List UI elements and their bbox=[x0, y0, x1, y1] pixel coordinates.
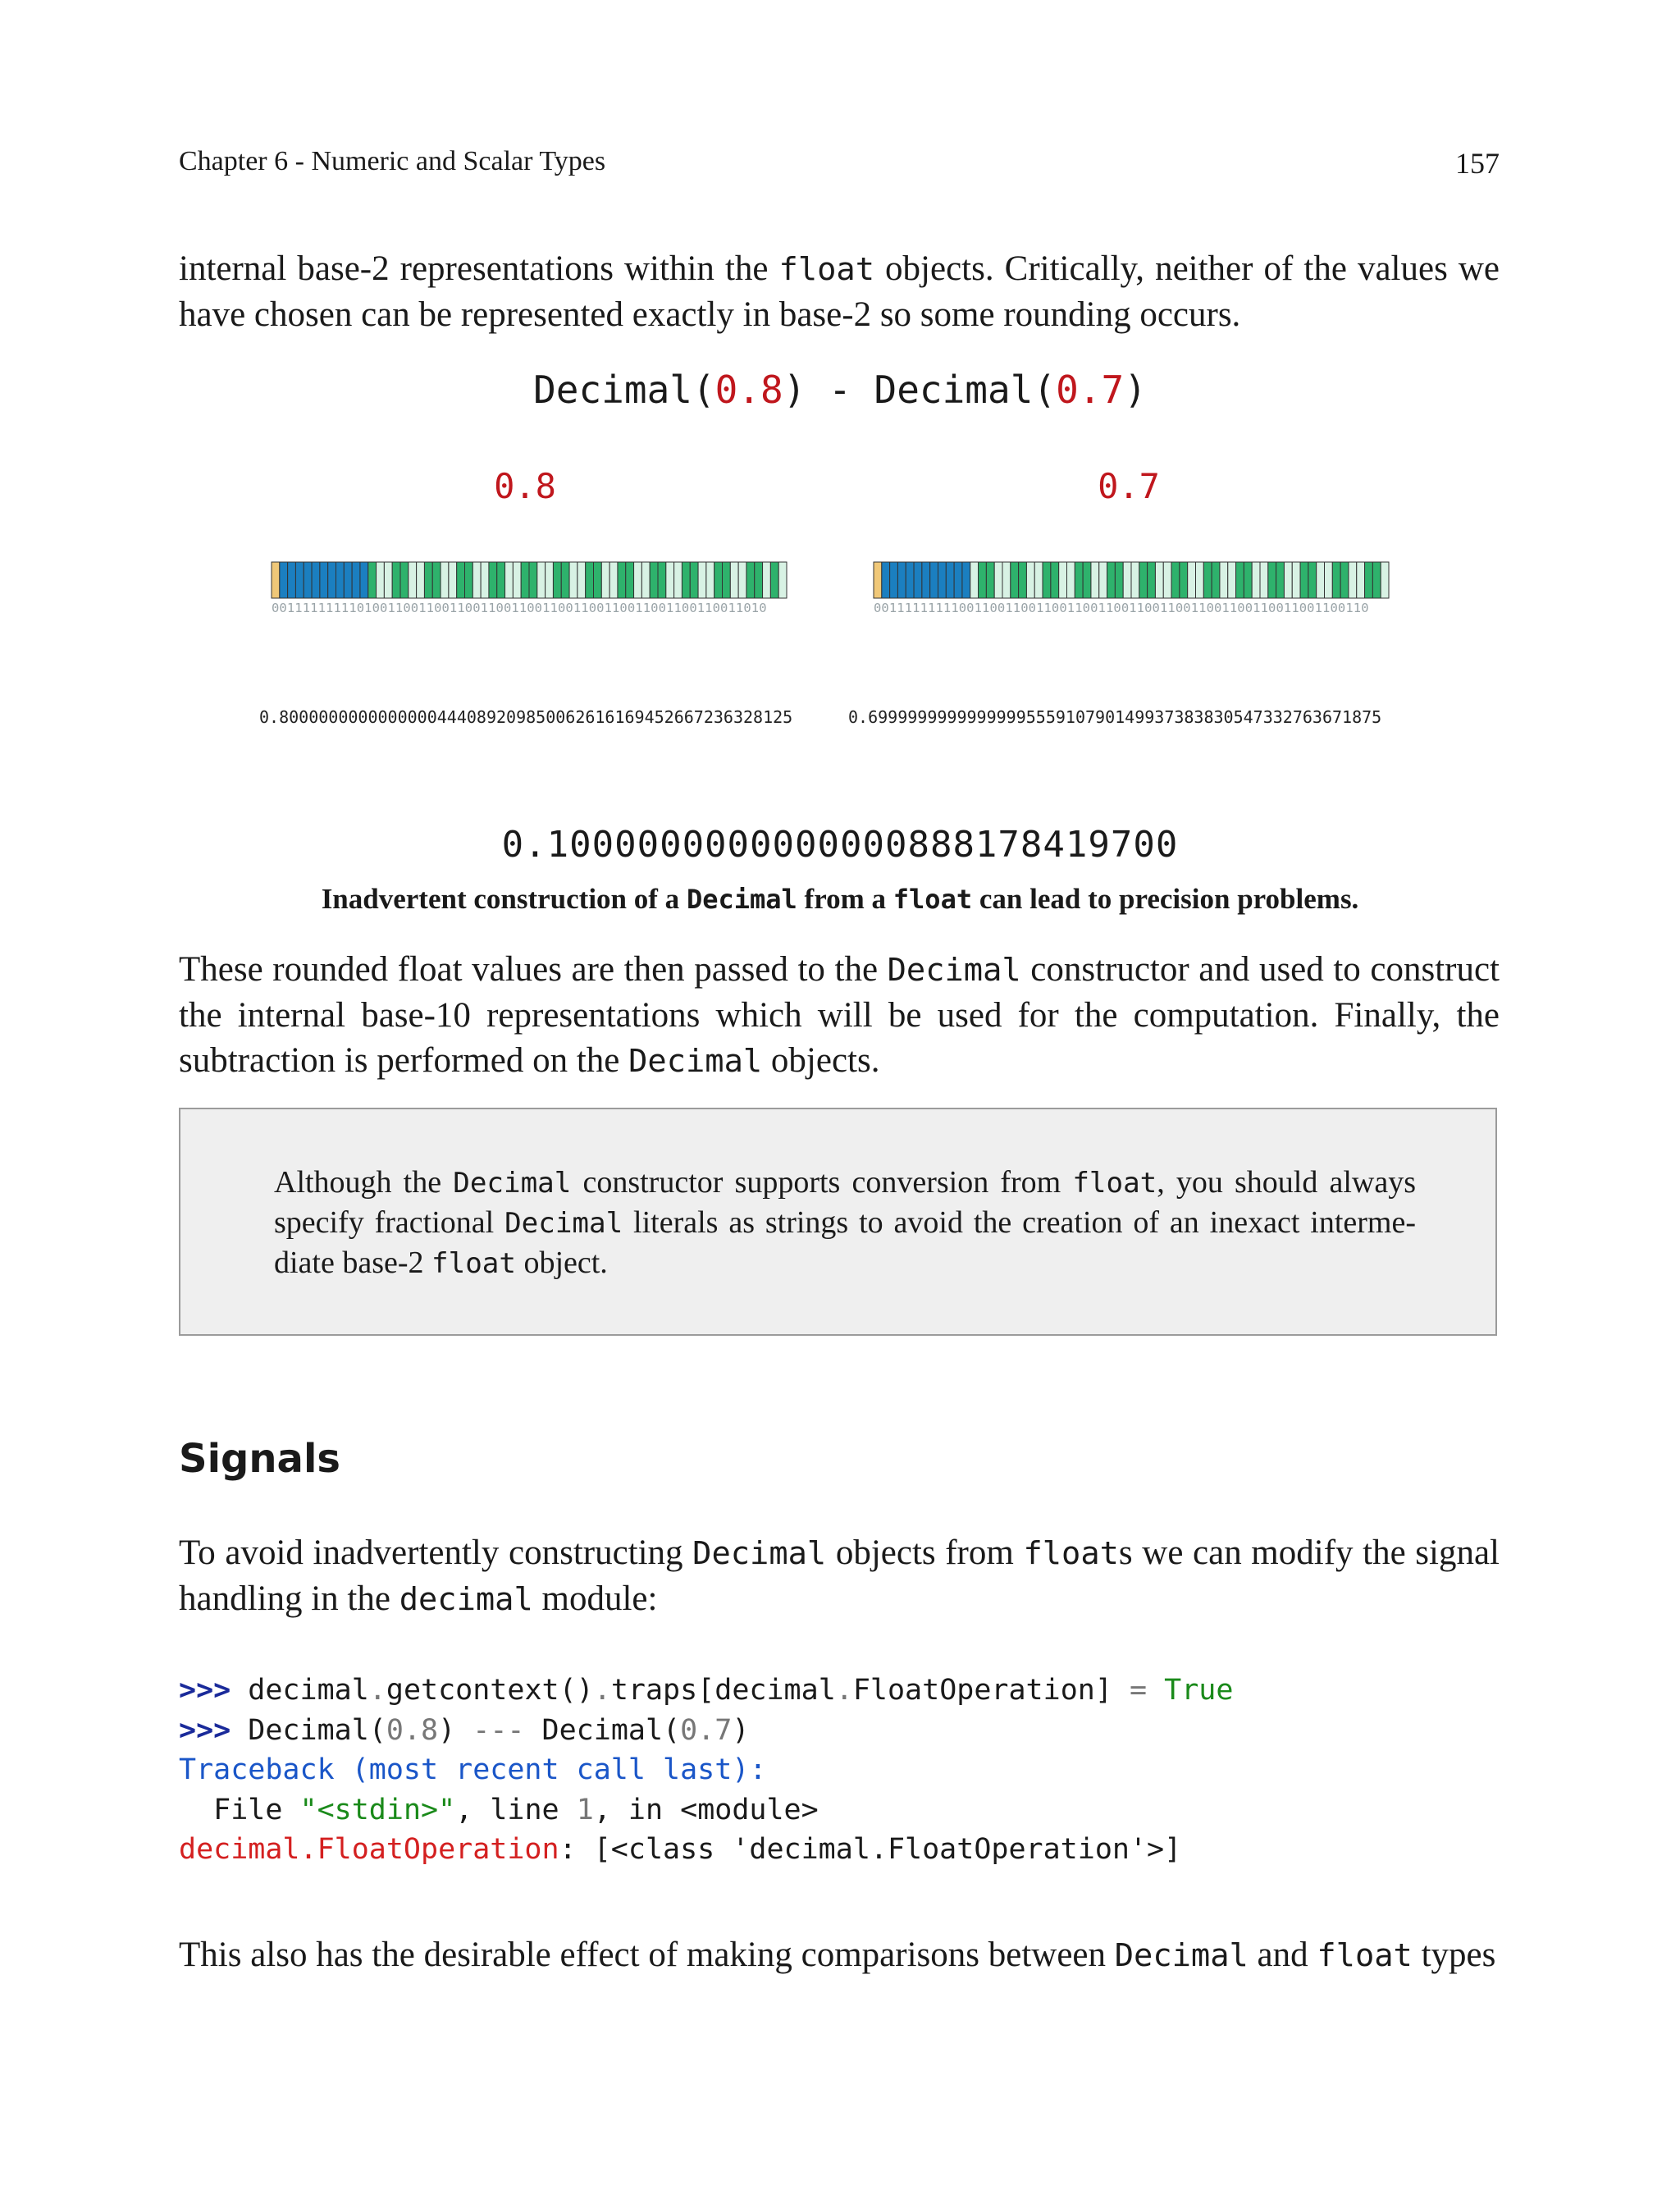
left-value-label: 0.8 bbox=[494, 466, 556, 506]
right-bit-17-mantissa bbox=[1011, 562, 1019, 598]
running-head bbox=[179, 146, 1500, 187]
right-bit-34-mantissa bbox=[1148, 562, 1156, 598]
right-bit-0-sign bbox=[874, 562, 882, 598]
right-bit-51-mantissa bbox=[1284, 562, 1292, 598]
paragraph-rounded: These rounded float values are then passed to the Decimal constructor and used to construct the internal base-10 representations which will be used for the computation. Finally, the subtraction is performed on the Decimal objects. bbox=[179, 950, 1500, 1080]
right-bit-19-mantissa bbox=[1026, 562, 1034, 598]
left-exact-value: 0.8000000000000000444089209850062616169452667236328125 bbox=[259, 707, 793, 727]
right-bit-11-exponent bbox=[962, 562, 970, 598]
left-bit-58-mantissa bbox=[738, 562, 746, 598]
right-bit-60-mantissa bbox=[1357, 562, 1365, 598]
left-bit-44-mantissa bbox=[626, 562, 634, 598]
left-bit-5-exponent bbox=[312, 562, 320, 598]
right-bit-7-exponent bbox=[930, 562, 938, 598]
left-bit-60-mantissa bbox=[755, 562, 763, 598]
right-bit-40-mantissa bbox=[1196, 562, 1204, 598]
right-bit-23-mantissa bbox=[1059, 562, 1067, 598]
result-value: 0.1000000000000000888178419700 bbox=[501, 824, 1179, 866]
left-bit-9-exponent bbox=[344, 562, 352, 598]
left-bit-57-mantissa bbox=[730, 562, 738, 598]
right-bit-15-mantissa bbox=[994, 562, 1002, 598]
left-bit-56-mantissa bbox=[723, 562, 731, 598]
code-line: >>> Decimal(0.8) --- Decimal(0.7) bbox=[179, 1713, 750, 1747]
right-bit-22-mantissa bbox=[1051, 562, 1059, 598]
right-bit-37-mantissa bbox=[1171, 562, 1180, 598]
tip-box bbox=[179, 1108, 1497, 1336]
paragraph-signals: To avoid inadvertently constructing Decimal objects from floats we can modify the signal handling in the decimal module: bbox=[179, 1534, 1500, 1618]
code-line: >>> decimal.getcontext().traps[decimal.FloatOperation] = True bbox=[179, 1674, 1234, 1707]
code-block bbox=[179, 1671, 1233, 1870]
left-bit-46-mantissa bbox=[641, 562, 650, 598]
left-bit-24-mantissa bbox=[465, 562, 473, 598]
right-bit-57-mantissa bbox=[1332, 562, 1340, 598]
left-bit-25-mantissa bbox=[472, 562, 481, 598]
left-bit-2-exponent bbox=[288, 562, 296, 598]
right-bit-12-mantissa bbox=[970, 562, 979, 598]
right-bit-56-mantissa bbox=[1325, 562, 1333, 598]
left-bit-19-mantissa bbox=[424, 562, 432, 598]
right-bit-49-mantissa bbox=[1268, 562, 1276, 598]
left-bit-12-mantissa bbox=[368, 562, 377, 598]
left-bit-40-mantissa bbox=[594, 562, 602, 598]
left-bit-36-mantissa bbox=[561, 562, 569, 598]
right-bit-45-mantissa bbox=[1236, 562, 1244, 598]
right-bit-18-mantissa bbox=[1019, 562, 1027, 598]
right-bit-52-mantissa bbox=[1292, 562, 1300, 598]
left-bit-21-mantissa bbox=[441, 562, 449, 598]
left-bit-15-mantissa bbox=[392, 562, 400, 598]
left-bit-37-mantissa bbox=[569, 562, 578, 598]
right-bit-26-mantissa bbox=[1083, 562, 1091, 598]
right-bit-32-mantissa bbox=[1131, 562, 1139, 598]
tip-text: Although the Decimal constructor supports conversion from float, you should always specify fractional Decimal literals as strings to avoid the creation of an inexact interme- diate base-2 float object. bbox=[274, 1165, 1417, 1280]
left-bit-14-mantissa bbox=[384, 562, 392, 598]
right-bit-24-mantissa bbox=[1067, 562, 1075, 598]
left-bit-29-mantissa bbox=[505, 562, 514, 598]
chapter-title: Chapter 6 - Numeric and Scalar Types bbox=[179, 146, 606, 176]
right-exact-value: 0.6999999999999999555910790149937383830547332763671875 bbox=[848, 707, 1382, 727]
figure-caption: Inadvertent construction of a Decimal from a float can lead to precision problems. bbox=[321, 883, 1359, 915]
right-bit-36-mantissa bbox=[1163, 562, 1171, 598]
paragraph-intro: internal base-2 representations within the float objects. Critically, neither of the values we have chosen can be represented exactly in base-2 so some rounding occurs. bbox=[179, 249, 1500, 334]
figure-expression: Decimal(0.8) - Decimal(0.7) bbox=[533, 368, 1147, 412]
right-bit-39-mantissa bbox=[1188, 562, 1196, 598]
right-bit-2-exponent bbox=[890, 562, 898, 598]
left-bit-10-exponent bbox=[352, 562, 360, 598]
left-bit-strip bbox=[271, 561, 788, 599]
right-bit-41-mantissa bbox=[1203, 562, 1212, 598]
left-bit-34-mantissa bbox=[546, 562, 554, 598]
paragraph-comparisons: This also has the desirable effect of making comparisons between Decimal and float types bbox=[179, 1936, 1496, 1974]
right-bit-58-mantissa bbox=[1340, 562, 1349, 598]
left-bit-55-mantissa bbox=[714, 562, 723, 598]
right-bit-47-mantissa bbox=[1252, 562, 1260, 598]
left-bit-63-mantissa bbox=[778, 562, 787, 598]
right-bit-16-mantissa bbox=[1002, 562, 1011, 598]
left-bit-53-mantissa bbox=[698, 562, 706, 598]
left-bit-22-mantissa bbox=[449, 562, 457, 598]
code-line: File "<stdin>", line 1, in <module> bbox=[179, 1793, 819, 1826]
right-bit-27-mantissa bbox=[1091, 562, 1099, 598]
left-bit-59-mantissa bbox=[746, 562, 755, 598]
right-bit-strip bbox=[873, 561, 1390, 599]
right-bit-14-mantissa bbox=[986, 562, 994, 598]
right-bit-25-mantissa bbox=[1075, 562, 1083, 598]
right-bit-9-exponent bbox=[946, 562, 954, 598]
section-heading: Signals bbox=[179, 1436, 340, 1482]
right-bit-4-exponent bbox=[906, 562, 914, 598]
left-bit-38-mantissa bbox=[578, 562, 586, 598]
left-bit-27-mantissa bbox=[489, 562, 497, 598]
left-bit-18-mantissa bbox=[417, 562, 425, 598]
right-bit-59-mantissa bbox=[1349, 562, 1357, 598]
right-bit-43-mantissa bbox=[1220, 562, 1228, 598]
right-bit-3-exponent bbox=[897, 562, 906, 598]
left-bit-54-mantissa bbox=[706, 562, 714, 598]
right-bit-53-mantissa bbox=[1300, 562, 1308, 598]
left-bit-62-mantissa bbox=[770, 562, 778, 598]
right-bit-62-mantissa bbox=[1372, 562, 1381, 598]
left-bit-13-mantissa bbox=[377, 562, 385, 598]
right-bit-8-exponent bbox=[938, 562, 947, 598]
left-bit-30-mantissa bbox=[513, 562, 521, 598]
right-bit-6-exponent bbox=[922, 562, 930, 598]
left-bit-49-mantissa bbox=[666, 562, 674, 598]
left-bit-4-exponent bbox=[304, 562, 312, 598]
right-bit-13-mantissa bbox=[979, 562, 987, 598]
left-bit-50-mantissa bbox=[674, 562, 682, 598]
code-line: Traceback (most recent call last): bbox=[179, 1753, 767, 1786]
left-bit-31-mantissa bbox=[521, 562, 529, 598]
left-bit-26-mantissa bbox=[481, 562, 489, 598]
left-bit-28-mantissa bbox=[497, 562, 505, 598]
left-bit-41-mantissa bbox=[601, 562, 609, 598]
left-bit-23-mantissa bbox=[457, 562, 465, 598]
right-bit-30-mantissa bbox=[1115, 562, 1123, 598]
right-bit-54-mantissa bbox=[1308, 562, 1317, 598]
left-bit-47-mantissa bbox=[650, 562, 658, 598]
inline-code: float bbox=[778, 251, 874, 288]
right-bit-46-mantissa bbox=[1244, 562, 1252, 598]
right-bit-31-mantissa bbox=[1123, 562, 1131, 598]
left-bit-6-exponent bbox=[320, 562, 328, 598]
right-bit-28-mantissa bbox=[1099, 562, 1107, 598]
left-bit-35-mantissa bbox=[553, 562, 561, 598]
left-bit-52-mantissa bbox=[690, 562, 698, 598]
right-bit-29-mantissa bbox=[1107, 562, 1116, 598]
right-bit-35-mantissa bbox=[1155, 562, 1163, 598]
right-bit-55-mantissa bbox=[1317, 562, 1325, 598]
right-bit-63-mantissa bbox=[1381, 562, 1389, 598]
right-bit-1-exponent bbox=[882, 562, 890, 598]
left-bit-45-mantissa bbox=[634, 562, 642, 598]
right-bit-61-mantissa bbox=[1365, 562, 1373, 598]
left-bit-42-mantissa bbox=[609, 562, 618, 598]
left-bit-1-exponent bbox=[280, 562, 288, 598]
right-bit-44-mantissa bbox=[1228, 562, 1236, 598]
left-bit-11-exponent bbox=[360, 562, 368, 598]
right-bit-5-exponent bbox=[914, 562, 922, 598]
right-bit-50-mantissa bbox=[1276, 562, 1285, 598]
right-bit-48-mantissa bbox=[1260, 562, 1268, 598]
right-bit-42-mantissa bbox=[1212, 562, 1220, 598]
right-bit-string: 0011111111100110011001100110011001100110011001100110011001100110 bbox=[874, 601, 1369, 615]
left-bit-string: 0011111111101001100110011001100110011001100110011001100110011010 bbox=[272, 601, 767, 615]
left-bit-16-mantissa bbox=[400, 562, 409, 598]
left-bit-61-mantissa bbox=[763, 562, 771, 598]
left-bit-48-mantissa bbox=[658, 562, 666, 598]
code-line: decimal.FloatOperation: [<class 'decimal.FloatOperation'>] bbox=[179, 1833, 1182, 1866]
left-bit-8-exponent bbox=[336, 562, 345, 598]
left-bit-43-mantissa bbox=[618, 562, 626, 598]
right-bit-38-mantissa bbox=[1180, 562, 1188, 598]
left-bit-0-sign bbox=[272, 562, 280, 598]
left-bit-33-mantissa bbox=[537, 562, 546, 598]
left-bit-7-exponent bbox=[328, 562, 336, 598]
left-bit-39-mantissa bbox=[586, 562, 594, 598]
right-bit-10-exponent bbox=[954, 562, 962, 598]
page-number: 157 bbox=[1455, 147, 1500, 180]
left-bit-17-mantissa bbox=[409, 562, 417, 598]
right-bit-20-mantissa bbox=[1034, 562, 1043, 598]
left-bit-20-mantissa bbox=[432, 562, 441, 598]
right-bit-21-mantissa bbox=[1043, 562, 1051, 598]
left-bit-3-exponent bbox=[295, 562, 304, 598]
left-bit-32-mantissa bbox=[529, 562, 537, 598]
left-bit-51-mantissa bbox=[682, 562, 690, 598]
right-value-label: 0.7 bbox=[1098, 466, 1160, 506]
right-bit-33-mantissa bbox=[1139, 562, 1148, 598]
